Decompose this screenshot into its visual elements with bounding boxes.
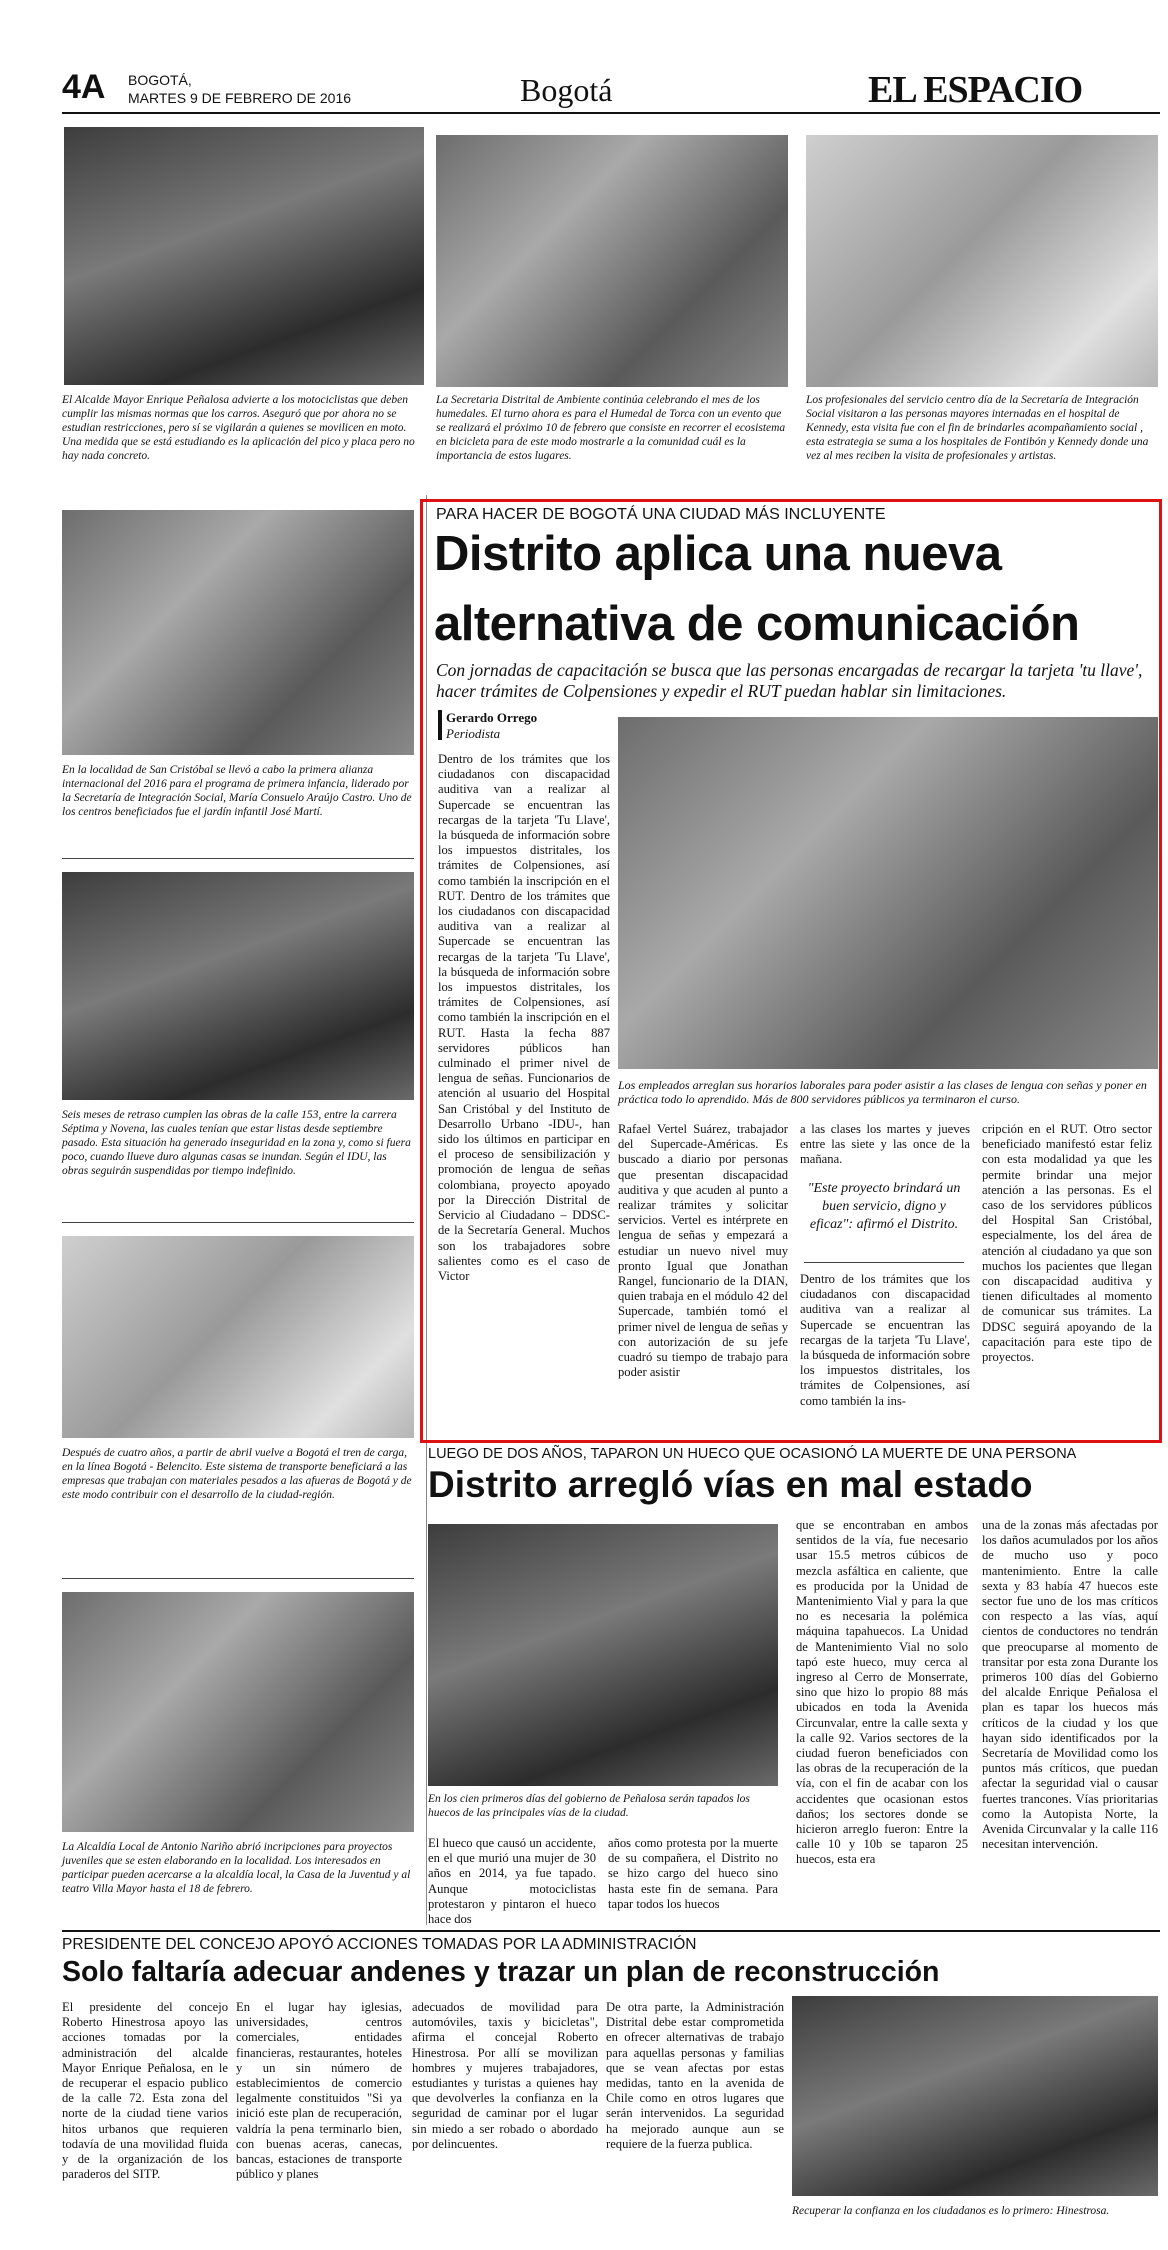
author-role: Periodista [446, 726, 501, 741]
caption-hospital-visit: Los profesionales del servicio centro día de la Secretaría de Integración Social visitaron a las personas mayores internadas en el hospital de Kennedy, esta visita fue con el fin de brindarles acompañamiento social , esta estrategia se suma a los hospitales de Fontibón y Kennedy donde una vez al mes reciben la visita de profesionales y artistas. [806, 394, 1149, 462]
photo-calle-72 [792, 1996, 1158, 2196]
andenes-column-4: De otra parte, la Administración Distrital debe estar comprometida en ofrecer alternativas de trabajo para aquellas personas y familias que se vean afectas por estas medidas, tanto en la avenida de Chile como en otros lugares que serán intervenidos. La seguridad ha mejorado aunque aun se requiere de la fuerza publica. [606, 2000, 784, 2151]
divider [62, 1578, 414, 1579]
vias-column-d: una de la zonas más afectadas por los daños acumulados por los años de mucho uso y poco mantenimiento. Entre la calle sexta y 83 había 47 huecos este sector fue uno de los mas críticos con respecto a las vías, aquí cientos de conductores no tendrán que preocuparse al momento de transitar por esta zona Durante los primeros 100 días del Gobierno del alcalde Enrique Peñalosa el plan es tapar los huecos más críticos de la ciudad y los que hayan sido identificados por la Secretaría de Movilidad como los puntos más críticos, que puedan afectar la seguridad vial o causar fuertes trancones. Vías prioritarias como la Autopista Norte, la Avenida Circunvalar y la calle 116 necesitan intervención. [982, 1518, 1158, 1852]
header-date: MARTES 9 DE FEBRERO DE 2016 [128, 90, 352, 106]
caption-motorcycles: El Alcalde Mayor Enrique Peñalosa advierte a los motociclistas que deben cumplir las mismas normas que los carros. Aseguró que por ahora no se estudian restricciones, pero sí se vigilarán a quienes se movilicen en moto. Una medida que se está estudiando es la aplicación del pico y placa pero no hay nada concreto. [62, 394, 415, 462]
caption-sign-language-class: Los empleados arreglan sus horarios laborales para poder asistir a las clases de lengua con señas y poner en práctica todo lo aprendido. Más de 800 servidores públicos ya terminaron el curso. [618, 1078, 1147, 1106]
vias-headline: Distrito arregló vías en mal estado [428, 1464, 1033, 1505]
andenes-column-3: adecuados de movilidad para automóviles, taxis y bicicletas", afirma el concejal Roberto Hinestrosa. Por allí se movilizan hombres y mujeres trabajadores, estudiantes y turistas a quienes hay que devolverles la confianza en la seguridad de caminar por el lugar sin miedo a ser robado o abordado por delincuentes. [412, 2000, 598, 2151]
feature-deck: Con jornadas de capacitación se busca que las personas encargadas de recargar la tarjeta 'tu llave', hacer trámites de Colpensiones y expedir el RUT puedan hablar sin limitaciones. [436, 660, 1143, 701]
photo-hospital-visit [806, 135, 1158, 387]
photo-road-repair [428, 1524, 778, 1786]
pull-quote-rule [804, 1262, 964, 1263]
caption-road-repair: En los cien primeros días del gobierno de Peñalosa serán tapados los huecos de las principales vías de la ciudad. [428, 1793, 750, 1819]
divider [62, 1222, 414, 1223]
vias-kicker: LUEGO DE DOS AÑOS, TAPARON UN HUECO QUE OCASIONÓ LA MUERTE DE UNA PERSONA [428, 1446, 1077, 1462]
feature-column-4: cripción en el RUT. Otro sector beneficiado manifestó estar feliz con esta modalidad ya que les permite brindar una mejor atención a las personas. Es el caso de los servidores públicos del Hospital San Cristóbal, especialmente, los del área de atención al ciudadano ya que son muchos los pacientes que llegan con discapacidad auditiva y tienen dificultades al momento de comunicar sus trámites. La DDSC seguirá apoyando de la capacitación para este tipo de proyectos. [982, 1122, 1152, 1365]
andenes-column-2: En el lugar hay iglesias, universidades, centros comerciales, entidades financieras, restaurantes, hoteles y un sin número de establecimientos de comercio legalmente constituidos "Si ya inició este plan de recuperación, valdría la pena terminarlo bien, con buenas aceras, canecas, bancas, estaciones de transporte público y planes [236, 2000, 402, 2182]
feature-column-2: Rafael Vertel Suárez, trabajador del Supercade-Américas. Es buscado a diario por personas que presentan discapacidad auditiva y que acuden al punto a realizar trámites y solicitar servicios. Vertel es intérprete en lengua de señas y empezará a estudiar un nuevo nivel muy pronto Igual que Jonathan Rangel, funcionario de la DIAN, quien trabaja en el módulo 42 del Supercade, también tomó el primer nivel de lengua de señas y con autorización de su jefe cuadró su tiempo de trabajo para poder asistir [618, 1122, 788, 1380]
photo-cyclists [436, 135, 788, 387]
feature-headline-line1: Distrito aplica una nueva [434, 527, 1002, 581]
vias-column-a: El hueco que causó un accidente, en el que murió una mujer de 30 años en 2014, ya fue tapado. Aunque motociclistas protestaron y pintaron el hueco hace dos [428, 1836, 596, 1927]
pull-quote: "Este proyecto brindará un buen servicio, digno y eficaz": afirmó el Distrito. [807, 1181, 961, 1232]
divider [62, 858, 414, 859]
feature-kicker: PARA HACER DE BOGOTÁ UNA CIUDAD MÁS INCLUYENTE [436, 506, 886, 523]
vias-column-c: que se encontraban en ambos sentidos de la vía, fue necesario usar 15.5 metros cúbicos de mezcla asfáltica en caliente, que es producida por la Unidad de Mantenimiento Vial y para la que no es necesaria la polémica máquina tapahuecos. La Unidad de Mantenimiento Vial no solo tapó este hueco, muy cerca al ingreso al Cerro de Monserrate, sino que hizo lo propio 88 más ubicados en toda la Avenida Circunvalar, entre la calle sexta y la calle 92. Varios sectores de la ciudad fueron beneficiados con las obras de la recuperación de la vía, con el fin de acabar con los accidentes que ocasionan estos daños; los sectores donde se hicieron arreglo fueron: Entre la calle 10 y 10b se taparon 25 huecos, esta era [796, 1518, 968, 1867]
masthead: EL ESPACIO [868, 69, 1083, 111]
header-rule [62, 112, 1160, 114]
caption-calle-72: Recuperar la confianza en los ciudadanos es lo primero: Hinestrosa. [792, 2205, 1110, 2217]
andenes-column-1: El presidente del concejo Roberto Hinestrosa apoyo las acciones tomadas por la administración del alcalde Mayor Enrique Peñalosa, en le de recuperar el espacio publico de la calle 72. Esta zona del norte de la ciudad tiene varios hitos urbanos que requieren todavía de una movilidad fluida y de la organización de los paraderos del SITP. [62, 2000, 228, 2182]
caption-cyclists: La Secretaria Distrital de Ambiente continúa celebrando el mes de los humedales. El turno ahora es para el Humedal de Torca con un evento que se realizará el próximo 10 de febrero que consiste en recorrer el ecosistema en bicicleta para de este modo mostrarle a la comunidad cuál es la importancia de estos lugares. [436, 394, 786, 462]
section-title: Bogotá [520, 72, 613, 108]
caption-tren-carga: Después de cuatro años, a partir de abril vuelve a Bogotá el tren de carga, en la línea Bogotá - Belencito. Este sistema de transporte beneficiará a las empresas que trabajan con materiales pesados a las afueras de Bogotá y de este modo contribuir con el desarrollo de la ciudad-región. [62, 1447, 412, 1501]
page-number: 4A [62, 68, 106, 106]
header-city: BOGOTÁ, [128, 72, 192, 88]
photo-alianza [62, 510, 414, 755]
photo-motorcycles [64, 127, 424, 385]
author-bar [438, 710, 442, 740]
caption-alianza: En la localidad de San Cristóbal se llevó a cabo la primera alianza internacional del 2016 para el programa de primera infancia, liderado por la Secretaría de Integración Social, María Consuelo Araújo Castro. Uno de los centros beneficiados fue el jardín infantil José Martí. [62, 764, 412, 818]
photo-tren-carga [62, 1236, 414, 1438]
caption-jovenes: La Alcaldía Local de Antonio Nariño abrió incripciones para proyectos juveniles que se esten elaborando en la localidad. Los interesados en participar pueden acercarse a la alcaldía local, la Casa de la Juventud y al teatro Villa Mayor hasta el 18 de febrero. [62, 1841, 411, 1895]
section-rule [62, 1930, 1160, 1932]
photo-calle-153 [62, 872, 414, 1100]
caption-calle-153: Seis meses de retraso cumplen las obras de la calle 153, entre la carrera Séptima y Novena, las cuales tenían que estar listas desde septiembre pasado. Esta situación ha generado inseguridad en la zona y, como si fuera poco, cuando llueve duro algunas casas se inundan. Según el IDU, las obras seguirán suspendidas por tiempo indefinido. [62, 1109, 411, 1177]
andenes-headline: Solo faltaría adecuar andenes y trazar un plan de reconstrucción [62, 1956, 940, 1988]
feature-headline-line2: alternativa de comunicación [434, 597, 1080, 651]
feature-column-1: Dentro de los trámites que los ciudadanos con discapacidad auditiva van a realizar al Supercade se encuentran las recargas de la tarjeta 'Tu Llave', la búsqueda de información sobre los impuestos distritales, los trámites de Colpensiones, así como también la inscripción en el RUT. Dentro de los trámites que los ciudadanos con discapacidad auditiva van a realizar al Supercade se encuentran las recargas de la tarjeta 'Tu Llave', la búsqueda de información sobre los impuestos distritales, los trámites de Colpensiones, así como también la inscripción en el RUT. Hasta la fecha 887 servidores públicos han culminado el primer nivel de lengua de señas. Funcionarios de atención al usuario del Hospital San Cristóbal y del Instituto de Desarrollo Urbano -IDU-, han sido los últimos en participar en el proceso de sensibilización y promoción de lengua de señas colombiana, proyecto apoyado por la Dirección Distrital de Servicio al Ciudadano – DDSC- de la Secretaría General. Muchos son los trabajadores sobre salientes como es el caso de Victor [438, 752, 610, 1283]
feature-column-3b: Dentro de los trámites que los ciudadanos con discapacidad auditiva van a realizar al Supercade se encuentran las recargas de la tarjeta 'Tu Llave', la búsqueda de información sobre los impuestos distritales, los trámites de Colpensiones, así como también la ins- [800, 1272, 970, 1408]
feature-column-3a: a las clases los martes y jueves entre las siete y las once de la mañana. [800, 1122, 970, 1167]
vias-column-b: años como protesta por la muerte de su compañera, el Distrito no se hizo cargo del hueco sino hasta este fin de semana. Para tapar todos los huecos [608, 1836, 778, 1911]
author-name: Gerardo Orrego [446, 710, 538, 725]
photo-jovenes [62, 1592, 414, 1832]
photo-sign-language-class [618, 717, 1158, 1069]
andenes-kicker: PRESIDENTE DEL CONCEJO APOYÓ ACCIONES TOMADAS POR LA ADMINISTRACIÓN [62, 1936, 697, 1953]
